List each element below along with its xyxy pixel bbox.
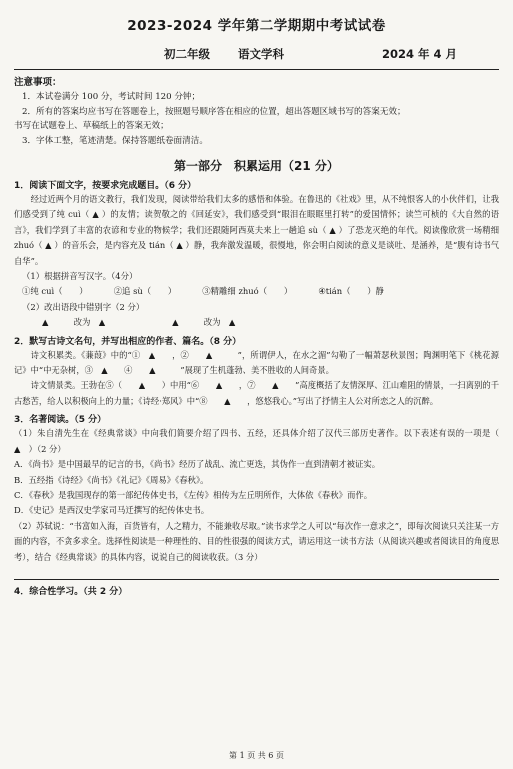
question-2-heading: 2．默写古诗文名句，并写出相应的作者、篇名。（8 分）	[14, 336, 242, 347]
notes-heading: 注意事项：	[14, 77, 62, 88]
question-1-heading: 1．阅读下面文字，按要求完成题目。（6 分）	[14, 181, 197, 191]
page-footer: 第 1 页 共 6 页	[229, 751, 284, 760]
question-1-sub1: （1）根据拼音写汉字。（4分）	[22, 271, 138, 282]
note-item: 书写在试题卷上、草稿纸上的答案无效；	[14, 121, 169, 131]
question-3-heading: 3．名著阅读。（5 分）	[14, 415, 107, 426]
header-divider	[14, 69, 499, 70]
pinyin-row	[14, 284, 499, 299]
pinyin-item: ④tián（ ）静	[318, 286, 385, 297]
option-c: C．《春秋》是我国现存的第一部纪传体史书，《左传》相传为左丘明所作，大体依《春秋》而作。	[14, 489, 373, 500]
section-divider	[14, 579, 499, 580]
option-d: D．《史记》是西汉史学家司马迁撰写的纪传体史书。	[14, 505, 210, 516]
exam-title: 2023-2024 学年第二学期期中考试试卷	[127, 18, 386, 34]
question-2-line: 诗文情景类。王勃在⑤（ ▲ ）中用“⑥ ▲ ，⑦ ▲ ”高度概括了友情深厚、江山难阻的情景，一扫离别的千古愁苦，给人以积极向上的力量；《诗经·郑风》中“⑧ ▲ ，悠悠我心。”写出了抒情主人公对所恋之人的沉醉。	[14, 380, 499, 406]
note-item: 1．本试卷满分 100 分，考试时间 120 分钟；	[22, 92, 201, 102]
part-title: 第一部分 积累运用（21 分）	[174, 159, 339, 173]
question-1-passage: 经过近两个月的语文教行，我们发现，阅读带给我们太多的感悟和体验。在鲁迅的《社戏》里，从不纯恨客人的小伙伴们，让我们感受到了纯 cuì（ ▲ ）的友情；读贺敬之的《回延安》，我们感受到“眼泪在眼眶里打转”的爱国情怀；读竺可桢的《大自然的语言》，我们学到了丰富的农谚和专业的物候学；我们还跟随阿西莫夫来上一趟追 sù（ ▲ ）了恐龙灭绝的年代。阅读像欣赏一场精细 zhuó（ ▲ ）的音乐会，是内容充及 tián（ ▲ ）静，我奔激发温暖，很慢地，你会明白阅读的意义是谈吐、是涵养，是“腹有诗书气自华”。	[14, 194, 499, 266]
subject-label: 语文学科	[238, 47, 284, 61]
exam-subtitle	[164, 46, 457, 62]
pinyin-item: ②追 sù（ ）	[113, 286, 177, 297]
option-b: B．五经指《诗经》《尚书》《礼记》《周易》《春秋》。	[14, 474, 209, 485]
question-3-sub2: （2）苏轼说：“书富如入海，百货皆有，人之精力，不能兼收尽取。”读书求学之人可以“每次作一意求之”，即每次阅读只关注某一方面的内容，不贪多求全。选择性阅读是一种理性的、目的性很强的阅读方式，请运用这一读书方法（从阅读兴趣或者阅读目的角度思考），结合《经典常谈》的具体内容，说说自己的阅读收获。（3 分）	[14, 520, 499, 562]
question-2-line: 诗文积累类。《蒹葭》中的“① ▲ ，② ▲ ”，所谓伊人，在水之湄”勾勒了一幅萧瑟秋景图；陶渊明笔下《桃花源记》中“中无杂树，③ ▲ ④ ▲ ”展现了生机蓬勃、美不胜收的人间奇景。	[14, 349, 499, 376]
pinyin-item: ③精雕细 zhuó（ ）	[202, 286, 293, 297]
question-4-heading: 4．综合性学习。（共 2 分）	[14, 586, 128, 597]
option-a: A．《尚书》是中国最早的记言的书，《尚书》经历了战乱、流亡更迭，其伪作一直到清朝才被证实。	[14, 459, 381, 470]
grade-label: 初二年级	[164, 47, 210, 61]
note-item: 3．字体工整，笔迹清楚。保持答题纸卷面清洁。	[22, 135, 208, 146]
question-3-sub1: （1）朱自清先生在《经典常谈》中向我们简要介绍了四书、五经，还具体介绍了汉代三部历史著作。以下表述有误的一项是（ ▲ ）（2 分）	[14, 428, 508, 454]
date-label: 2024 年 4 月	[381, 47, 457, 61]
question-1-sub2: （2）改出语段中错别字（2 分）	[22, 301, 145, 312]
pinyin-item: ①纯 cuì（ ）	[22, 286, 88, 297]
note-item: 2．所有的答案均应书写在答题卷上，按照题号顺序答在相应的位置，超出答题区域书写的答案无效；	[22, 106, 406, 117]
correction-line: ▲ 改为 ▲ ▲ 改为 ▲	[42, 317, 236, 328]
